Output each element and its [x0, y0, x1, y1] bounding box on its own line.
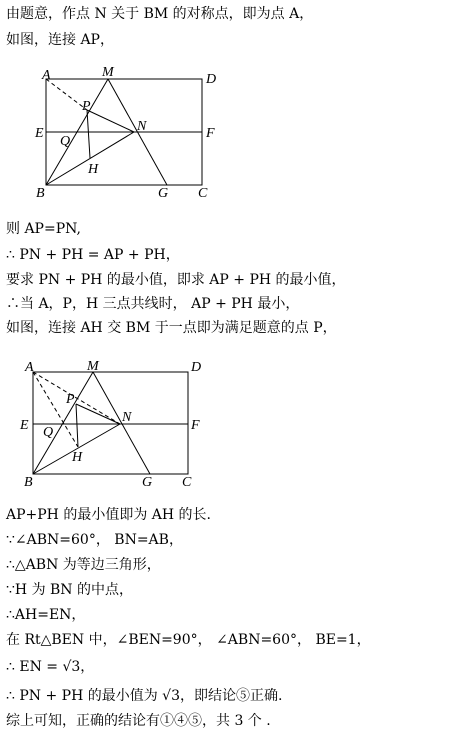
label-p: P	[82, 99, 91, 114]
text-line-16: 综上可知，正确的结论有①④⑤，共 3 个 .	[6, 713, 271, 729]
label-h: H	[72, 450, 83, 465]
label-f: F	[191, 418, 200, 433]
label-c: C	[182, 475, 192, 490]
figure-2	[14, 352, 214, 492]
segment-ph	[87, 110, 90, 158]
text-line-6: ∴当 A，P，H 三点共线时， AP + PH 最小，	[6, 296, 300, 312]
label-a: A	[25, 360, 34, 375]
label-b: B	[36, 186, 45, 201]
text-line-8: AP+PH 的最小值即为 AH 的长.	[6, 507, 212, 523]
label-d: D	[191, 360, 202, 375]
segment-pn	[76, 404, 120, 424]
segment-ap-dashed	[46, 79, 87, 110]
label-e: E	[35, 126, 44, 141]
label-m: M	[102, 65, 114, 80]
label-b: B	[24, 475, 33, 490]
text-line-15: ∴ PN + PH 的最小值为 √3，即结论⑤正确.	[6, 688, 283, 704]
text-line-10: ∴△ABN 为等边三角形，	[6, 557, 161, 573]
segment-ph	[76, 404, 78, 447]
label-n: N	[137, 119, 147, 134]
text-line-4: ∴ PN + PH = AP + PH，	[6, 247, 180, 263]
text-line-1: 由题意，作点 N 关于 BM 的对称点，即为点 A，	[6, 6, 314, 22]
label-q: Q	[43, 425, 54, 440]
text-line-13: 在 Rt△BEN 中，∠BEN=90°， ∠ABN=60°， BE=1，	[6, 632, 371, 648]
label-a: A	[42, 68, 51, 83]
text-line-12: ∴AH=EN，	[6, 607, 86, 623]
label-p: P	[66, 392, 75, 407]
text-line-5: 要求 PN + PH 的最小值，即求 AP + PH 的最小值，	[6, 272, 346, 288]
label-m: M	[87, 359, 99, 374]
label-f: F	[206, 126, 215, 141]
label-d: D	[206, 72, 217, 87]
label-g: G	[142, 475, 153, 490]
label-g: G	[158, 186, 169, 201]
text-line-9: ∵∠ABN=60°， BN=AB，	[6, 532, 183, 548]
rectangle-abcd	[33, 372, 188, 474]
label-q: Q	[60, 134, 71, 149]
figure-1	[30, 64, 230, 204]
text-line-14: ∴ EN = √3，	[6, 659, 95, 675]
text-line-2: 如图，连接 AP，	[6, 32, 114, 48]
label-c: C	[198, 186, 208, 201]
text-line-3: 则 AP=PN,	[6, 221, 81, 237]
text-line-11: ∵H 为 BN 的中点，	[6, 582, 134, 598]
label-h: H	[88, 162, 99, 177]
label-e: E	[20, 418, 29, 433]
label-n: N	[122, 410, 132, 425]
text-line-7: 如图，连接 AH 交 BM 于一点即为满足题意的点 P，	[6, 320, 337, 336]
